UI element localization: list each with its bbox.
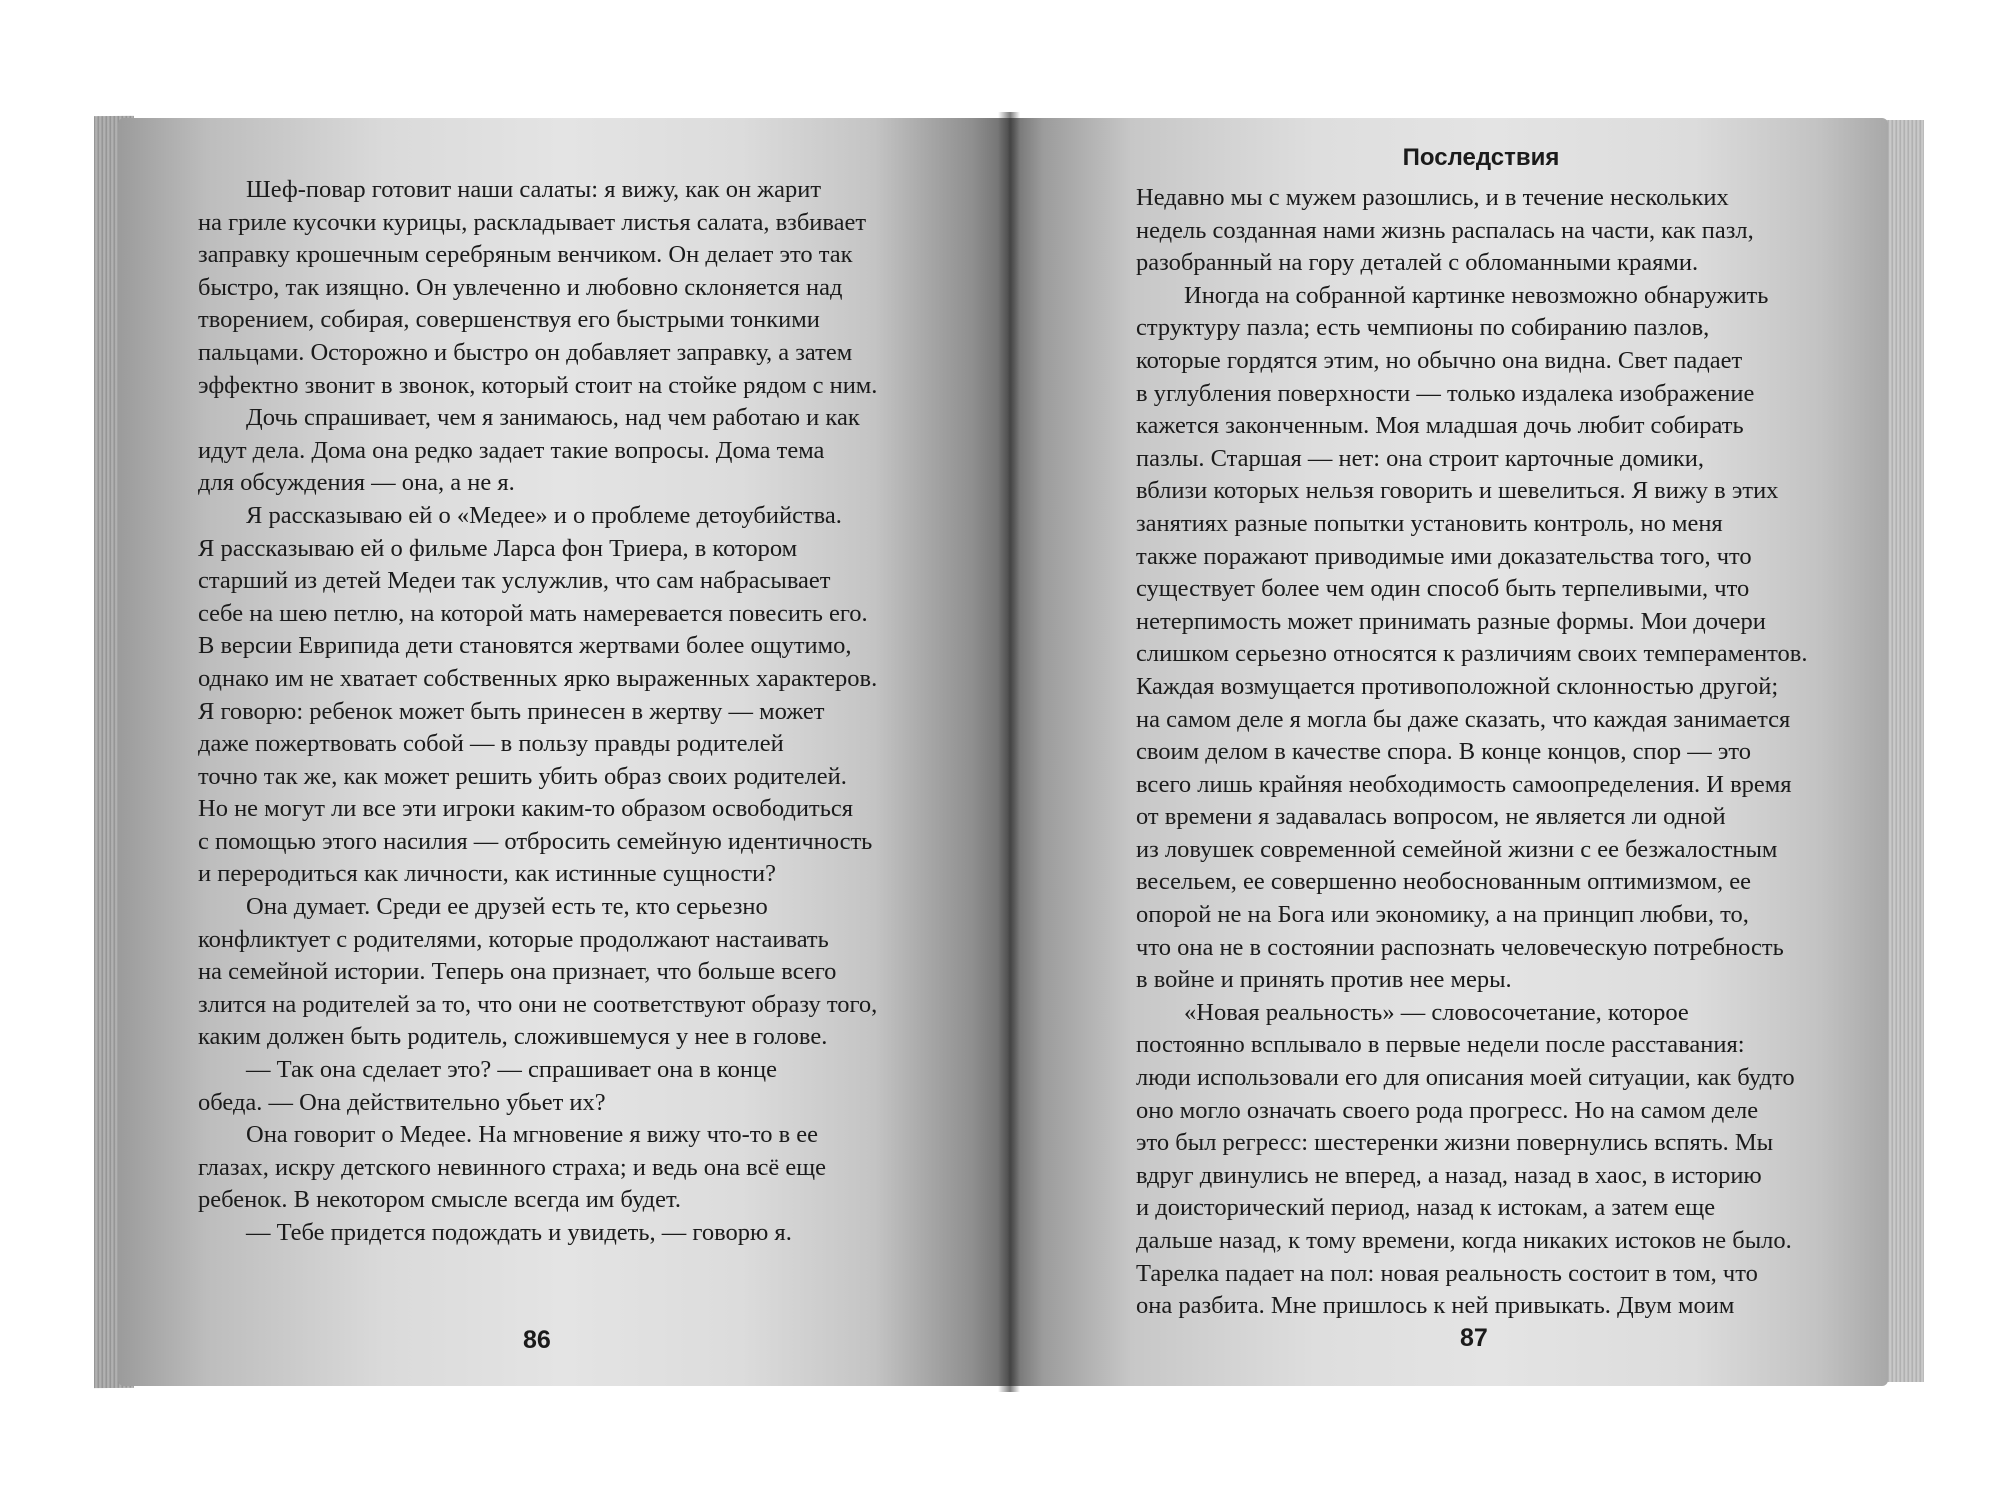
text-line: оно могло означать своего рода прогресс. Но на самом деле [1136,1096,1759,1124]
text-line: Тарелка падает на пол: новая реальность состоит в том, что [1136,1259,1758,1287]
text-line: Она говорит о Медее. На мгновение я вижу что-то в ее [246,1121,819,1149]
text-line: Дочь спрашивает, чем я занимаюсь, над чем работаю и как [246,404,860,432]
text-line: постоянно всплывало в первые недели после расставания: [1136,1031,1745,1059]
text-line: она разбита. Мне пришлось к ней привыкать. Двум моим [1136,1292,1735,1320]
text-line: глазах, искру детского невинного страха; и ведь она всё еще [198,1153,827,1181]
text-line: дальше назад, к тому времени, когда никаких истоков не было. [1136,1227,1792,1254]
text-line: Но не могут ли все эти игроки каким-то образом освободиться [198,795,854,823]
text-line: от времени я задавалась вопросом, не является ли одной [1136,803,1726,831]
text-line: на гриле кусочки курицы, раскладывает листья салата, взбивает [198,208,867,236]
text-line: эффектно звонит в звонок, который стоит на стойке рядом с ним. [198,371,878,399]
text-line: также поражают приводимые ими доказательства того, что [1136,542,1752,570]
right-page-body [1136,182,1826,1323]
text-line: с помощью этого насилия — отбросить семейную идентичность [198,827,873,855]
text-line: люди использовали его для описания моей ситуации, как будто [1136,1064,1795,1092]
text-line: Иногда на собранной картинке невозможно обнаружить [1184,281,1769,309]
text-line: пазлы. Старшая — нет: она строит карточные домики, [1136,444,1705,472]
text-line: творением, собирая, совершенствуя его быстрыми тонкими [198,306,820,334]
text-line: Каждая возмущается противоположной склонностью другой; [1136,672,1779,700]
text-line: «Новая реальность» — словосочетание, которое [1184,998,1689,1026]
text-line: слишком серьезно относятся к различиям своих темпераментов. [1136,640,1808,668]
text-line: ребенок. В некотором смысле всегда им будет. [198,1186,682,1214]
text-line: — Тебе придется подождать и увидеть, — говорю я. [246,1219,792,1246]
text-line: каким должен быть родитель, сложившемуся у нее в голове. [198,1023,828,1051]
book-spine-gutter [998,112,1020,1392]
text-line: своим делом в качестве спора. В конце концов, спор — это [1136,738,1751,766]
text-line: конфликтует с родителями, которые продолжают настаивать [198,925,829,953]
right-page [1008,118,1888,1386]
text-line: и доисторический период, назад к истокам, а затем еще [1136,1194,1716,1222]
text-line: обеда. — Она действительно убьет их? [198,1088,606,1116]
text-line: которые гордятся этим, но обычно она видна. Свет падает [1136,346,1743,374]
text-line: однако им не хватает собственных ярко выраженных характеров. [198,664,878,692]
text-line: для обсуждения — она, а не я. [198,469,515,497]
right-page-number: 87 [1460,1324,1488,1352]
text-line: Я говорю: ребенок может быть принесен в жертву — может [198,697,825,725]
text-line: разобранный на гору деталей с обломанными краями. [1136,249,1699,277]
text-line: в углубления поверхности — только издалека изображение [1136,379,1755,407]
text-line: злится на родителей за то, что они не соответствуют образу того, [198,990,878,1018]
text-line: недель созданная нами жизнь распалась на части, как пазл, [1136,216,1754,244]
text-line: опорой не на Бога или экономику, а на принцип любви, то, [1136,901,1749,929]
text-line: Я рассказываю ей о «Медее» и о проблеме детоубийства. [246,501,842,529]
text-line: кажется законченным. Моя младшая дочь любит собирать [1136,412,1744,440]
text-line: нетерпимость может принимать разные формы. Мои дочери [1136,607,1766,635]
text-line: на семейной истории. Теперь она признает, что больше всего [198,958,837,986]
text-line: занятиях разные попытки установить контроль, но меня [1136,509,1723,537]
text-line: пальцами. Осторожно и быстро он добавляет заправку, а затем [198,338,853,366]
text-line: Недавно мы с мужем разошлись, и в течение нескольких [1136,184,1729,211]
text-line: Шеф-повар готовит наши салаты: я вижу, как он жарит [246,176,822,203]
text-line: что она не в состоянии распознать человеческую потребность [1136,933,1784,961]
text-line: старший из детей Медеи так услужлив, что сам набрасывает [198,567,831,595]
left-page [118,118,1008,1386]
text-line: и переродиться как личности, как истинные сущности? [198,860,776,888]
text-line: быстро, так изящно. Он увлеченно и любовно склоняется над [198,273,843,301]
left-page-number: 86 [523,1326,551,1354]
left-page-body [198,174,898,1250]
chapter-heading: Последствия [1402,144,1560,171]
text-line: В версии Еврипида дети становятся жертвами более ощутимо, [198,632,852,660]
text-line: из ловушек современной семейной жизни с ее безжалостным [1136,835,1778,863]
text-line: заправку крошечным серебряным венчиком. Он делает это так [198,241,853,269]
text-line: это был регресс: шестеренки жизни повернулись вспять. Мы [1136,1129,1774,1157]
text-line: весельем, ее совершенно необоснованным оптимизмом, ее [1136,868,1752,896]
text-line: вдруг двинулись не вперед, а назад, назад в хаос, в историю [1136,1161,1762,1189]
text-line: Она думает. Среди ее друзей есть те, кто серьезно [246,893,768,921]
text-line: точно так же, как может решить убить образ своих родителей. [198,762,847,790]
text-line: на самом деле я могла бы даже сказать, что каждая занимается [1136,705,1791,733]
text-line: всего лишь крайняя необходимость самоопределения. И время [1136,770,1792,798]
text-line: Я рассказываю ей о фильме Ларса фон Триера, в котором [198,534,798,562]
text-line: вблизи которых нельзя говорить и шевелиться. Я вижу в этих [1136,477,1779,505]
text-line: идут дела. Дома она редко задает такие вопросы. Дома тема [198,436,825,464]
text-line: структуру пазла; есть чемпионы по собиранию пазлов, [1136,314,1710,342]
text-line: даже пожертвовать собой — в пользу правды родителей [198,730,784,758]
text-line: — Так она сделает это? — спрашивает она в конце [246,1056,778,1084]
text-line: существует более чем один способ быть терпеливыми, что [1136,575,1750,603]
text-line: в войне и принять против нее меры. [1136,966,1512,994]
text-line: себе на шею петлю, на которой мать намеревается повесить его. [198,599,868,627]
